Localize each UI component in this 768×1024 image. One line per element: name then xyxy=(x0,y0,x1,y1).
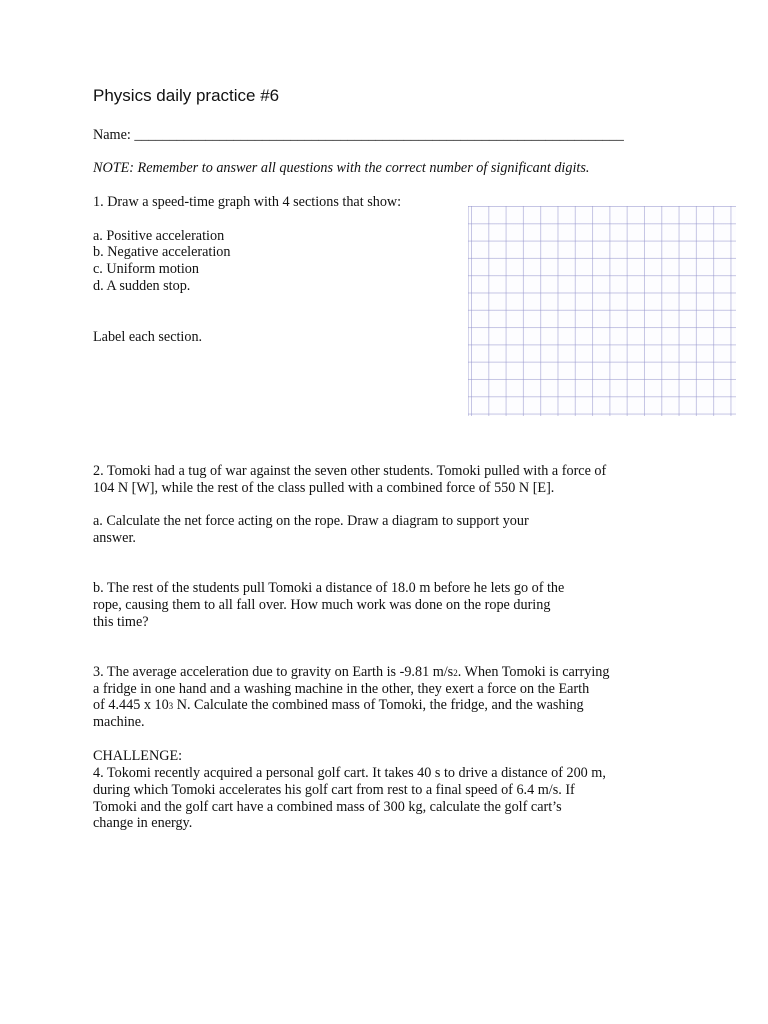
question-3-line-1-rest: . When Tomoki is carrying xyxy=(457,664,610,680)
question-1-item-b: b. Negative acceleration xyxy=(93,244,231,260)
question-3-exponent-2: 3 xyxy=(168,701,174,711)
question-2-line-1: 2. Tomoki had a tug of war against the seven other students. Tomoki pulled with a force of xyxy=(93,463,607,479)
graph-paper-grid xyxy=(468,206,736,416)
question-2b-line-2: rope, causing them to all fall over. How much work was done on the rope during xyxy=(93,597,551,613)
question-3-line-2: a fridge in one hand and a washing machine in the other, they exert a force on the Earth xyxy=(93,681,590,697)
question-1-prompt: 1. Draw a speed-time graph with 4 sections that show: xyxy=(93,194,402,210)
question-3-line-3 xyxy=(93,697,584,715)
question-3-line-1-text: 3. The average acceleration due to gravity on Earth is -9.81 m/s xyxy=(93,664,454,680)
challenge-line-2: during which Tomoki accelerates his golf cart from rest to a final speed of 6.4 m/s. If xyxy=(93,782,575,798)
question-3-exponent-1: 2 xyxy=(453,668,458,678)
question-2b-line-3: this time? xyxy=(93,614,149,630)
question-1-item-c: c. Uniform motion xyxy=(93,261,199,277)
question-1-item-a: a. Positive acceleration xyxy=(93,228,225,244)
significant-digits-note: NOTE: Remember to answer all questions with the correct number of significant digits. xyxy=(93,160,590,176)
challenge-line-3: Tomoki and the golf cart have a combined mass of 300 kg, calculate the golf cart’s xyxy=(93,799,562,815)
challenge-heading: CHALLENGE: xyxy=(93,748,183,764)
question-3-line-3-text: of 4.445 x 10 xyxy=(93,697,169,713)
question-3-line-1 xyxy=(93,664,609,682)
challenge-line-4: change in energy. xyxy=(93,815,193,831)
question-2a-line-1: a. Calculate the net force acting on the rope. Draw a diagram to support your xyxy=(93,513,529,529)
name-field-line: Name: _____________________________________________________________________ xyxy=(93,127,624,143)
question-2a-line-2: answer. xyxy=(93,530,136,546)
question-3-line-3-rest: N. Calculate the combined mass of Tomoki, the fridge, and the washing xyxy=(173,697,584,713)
page-title: Physics daily practice #6 xyxy=(93,86,280,105)
question-1-label-instruction: Label each section. xyxy=(93,329,203,345)
question-3-line-4: machine. xyxy=(93,714,145,730)
question-2-line-2: 104 N [W], while the rest of the class pulled with a combined force of 550 N [E]. xyxy=(93,480,555,496)
question-1-item-d: d. A sudden stop. xyxy=(93,278,191,294)
question-2b-line-1: b. The rest of the students pull Tomoki a distance of 18.0 m before he lets go of the xyxy=(93,580,565,596)
challenge-line-1: 4. Tokomi recently acquired a personal golf cart. It takes 40 s to drive a distance of 200 m, xyxy=(93,765,606,781)
